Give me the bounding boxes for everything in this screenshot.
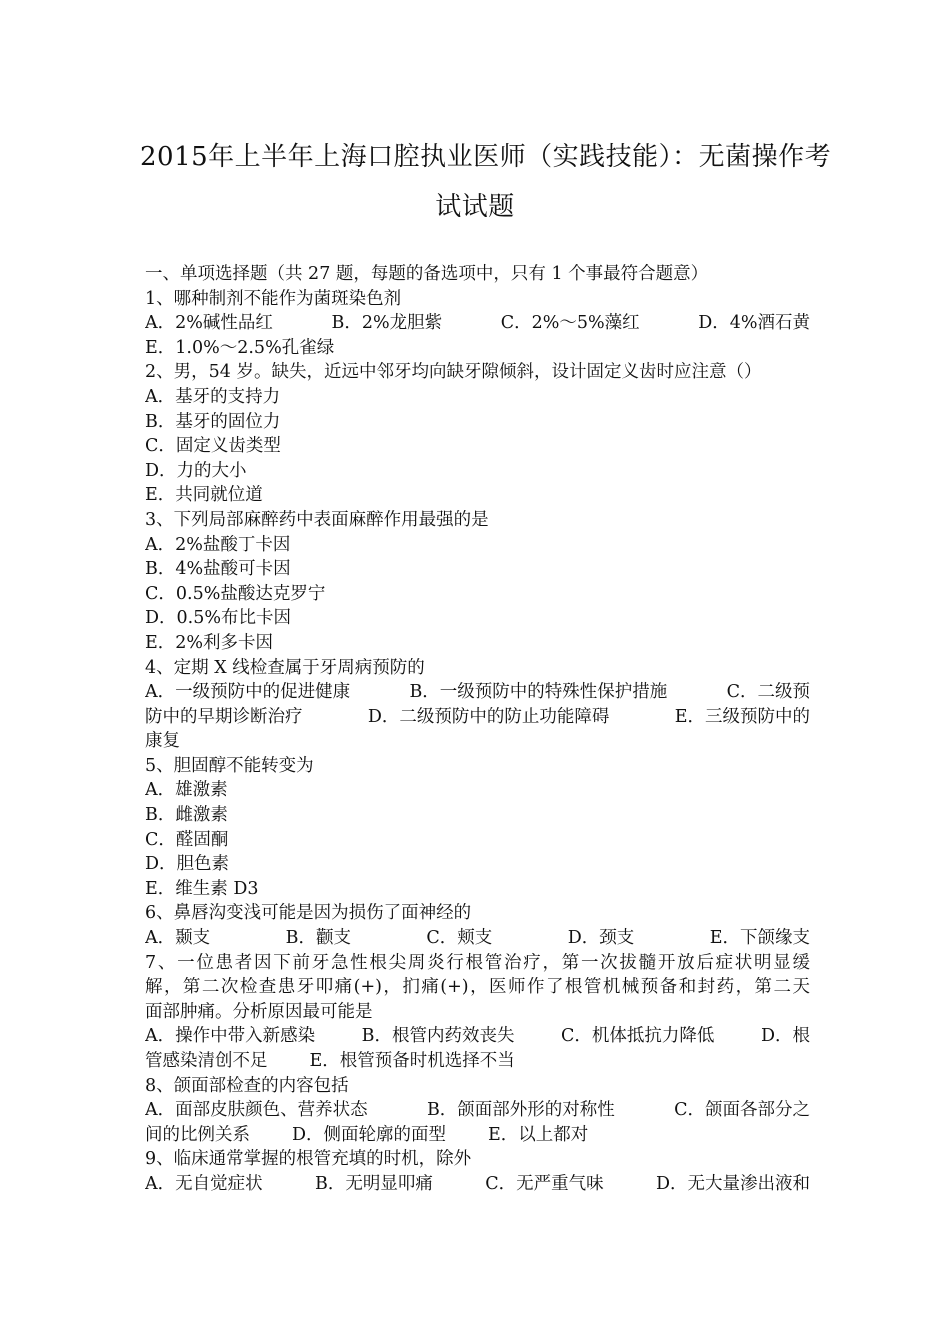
option-line xyxy=(145,778,810,803)
answer-option: E．2%利多卡因 xyxy=(145,632,274,653)
answer-option: E．三级预防中的 xyxy=(674,706,810,727)
answer-option: B．2%龙胆紫 xyxy=(331,313,443,334)
question-stem-continued: 面部肿痛。分析原因最可能是 xyxy=(145,1001,373,1022)
answer-option: C．颊支 xyxy=(426,928,493,949)
question-stem: 4、定期 X 线检查属于牙周病预防的 xyxy=(145,657,425,678)
answer-option: D．4%酒石黄 xyxy=(698,313,810,334)
option-line xyxy=(145,729,810,754)
answer-option: A．操作中带入新感染 xyxy=(145,1026,316,1047)
option-line xyxy=(145,705,810,730)
answer-option: A．雄激素 xyxy=(145,780,228,801)
answer-option: D．侧面轮廓的面型 xyxy=(292,1124,447,1145)
answer-option: D．胆色素 xyxy=(145,854,230,875)
title-line-1: 2015年上半年上海口腔执业医师（实践技能）：无菌操作考 xyxy=(140,142,832,172)
option-line xyxy=(145,483,810,508)
option-line xyxy=(145,877,810,902)
question-stem-continued: 解，第二次检查患牙叩痛(+)，扪痛(+)，医师作了根管机械预备和封药，第二天 xyxy=(145,977,810,998)
answer-option: A．颞支 xyxy=(145,928,211,949)
question-stem: 8、颌面部检查的内容包括 xyxy=(145,1075,349,1096)
answer-option: C．固定义齿类型 xyxy=(145,436,281,457)
answer-option: 管感染清创不足 xyxy=(145,1051,268,1071)
answer-option: E．下颌缘支 xyxy=(709,928,810,949)
question-stem: 6、鼻唇沟变浅可能是因为损伤了面神经的 xyxy=(145,903,472,924)
answer-option: A．面部皮肤颜色、营养状态 xyxy=(145,1100,368,1121)
answer-option: B．基牙的固位力 xyxy=(145,411,281,432)
option-line xyxy=(145,852,810,877)
answer-option: C．二级预 xyxy=(726,682,810,703)
question-stem: 9、临床通常掌握的根管充填的时机，除外 xyxy=(145,1149,472,1170)
answer-option: A．一级预防中的促进健康 xyxy=(145,682,351,703)
answer-option: A．2%碱性品红 xyxy=(145,313,273,334)
answer-option: B．4%盐酸可卡因 xyxy=(145,559,291,580)
option-line xyxy=(145,1172,810,1197)
question-list xyxy=(145,262,810,1197)
answer-option: 康复 xyxy=(145,731,180,752)
document-title xyxy=(140,132,832,232)
answer-option: 防中的早期诊断治疗 xyxy=(145,706,303,727)
answer-option: C．0.5%盐酸达克罗宁 xyxy=(145,583,326,604)
answer-option: B．根管内药效丧失 xyxy=(361,1026,515,1047)
option-line xyxy=(145,557,810,582)
option-line xyxy=(145,1024,810,1049)
answer-option: D．0.5%布比卡因 xyxy=(145,608,291,629)
answer-option: B．一级预防中的特殊性保护措施 xyxy=(409,682,668,703)
answer-option: D．根 xyxy=(760,1026,810,1047)
option-line xyxy=(145,533,810,558)
option-line xyxy=(145,606,810,631)
option-line xyxy=(145,336,810,361)
answer-option: B．雌激素 xyxy=(145,805,228,826)
answer-option: C．机体抵抗力降低 xyxy=(561,1026,715,1047)
option-line xyxy=(145,434,810,459)
answer-option: E．根管预备时机选择不当 xyxy=(309,1051,515,1071)
option-line xyxy=(145,803,810,828)
answer-option: E．共同就位道 xyxy=(145,485,263,506)
option-line xyxy=(145,1098,810,1123)
option-line xyxy=(145,385,810,410)
option-line xyxy=(145,926,810,951)
answer-option: C．2%～5%藻红 xyxy=(500,313,640,334)
answer-option: B．颧支 xyxy=(285,928,351,949)
answer-option: A．2%盐酸丁卡因 xyxy=(145,534,291,555)
answer-option: E．维生素 D3 xyxy=(145,878,259,899)
question-stem: 1、哪种制剂不能作为菌斑染色剂 xyxy=(145,288,402,309)
option-line xyxy=(145,828,810,853)
answer-option: D．无大量渗出液和 xyxy=(655,1173,810,1194)
answer-option: A．基牙的支持力 xyxy=(145,386,281,407)
question-stem: 3、下列局部麻醉药中表面麻醉作用最强的是 xyxy=(145,509,489,530)
answer-option: E．以上都对 xyxy=(488,1124,589,1145)
answer-option: B．无明显叩痛 xyxy=(314,1173,433,1194)
answer-option: B．颌面部外形的对称性 xyxy=(426,1100,615,1121)
option-line xyxy=(145,311,810,336)
question-stem: 5、胆固醇不能转变为 xyxy=(145,755,314,776)
option-line xyxy=(145,680,810,705)
answer-option: D．二级预防中的防止功能障碍 xyxy=(367,706,610,727)
option-line xyxy=(145,582,810,607)
option-line xyxy=(145,631,810,656)
question-stem: 7、一位患者因下前牙急性根尖周炎行根管治疗，第一次拔髓开放后症状明显缓 xyxy=(145,952,810,973)
option-line xyxy=(145,410,810,435)
answer-option: D．力的大小 xyxy=(145,460,247,481)
option-line xyxy=(145,459,810,484)
option-line xyxy=(145,1123,810,1148)
option-line xyxy=(145,1049,810,1074)
section-heading: 一、单项选择题（共 27 题，每题的备选项中，只有 1 个事最符合题意） xyxy=(145,264,709,284)
answer-option: A．无自觉症状 xyxy=(145,1173,263,1194)
answer-option: C．醛固酮 xyxy=(145,829,229,850)
title-line-2: 试试题 xyxy=(435,192,515,222)
answer-option: E．1.0%～2.5%孔雀绿 xyxy=(145,337,335,358)
answer-option: 间的比例关系 xyxy=(145,1124,250,1145)
answer-option: D．颈支 xyxy=(567,928,635,949)
answer-option: C．颌面各部分之 xyxy=(674,1100,810,1121)
answer-option: C．无严重气味 xyxy=(485,1173,604,1194)
question-stem: 2、男，54 岁。缺失，近远中邻牙均向缺牙隙倾斜，设计固定义齿时应注意（） xyxy=(145,362,762,383)
